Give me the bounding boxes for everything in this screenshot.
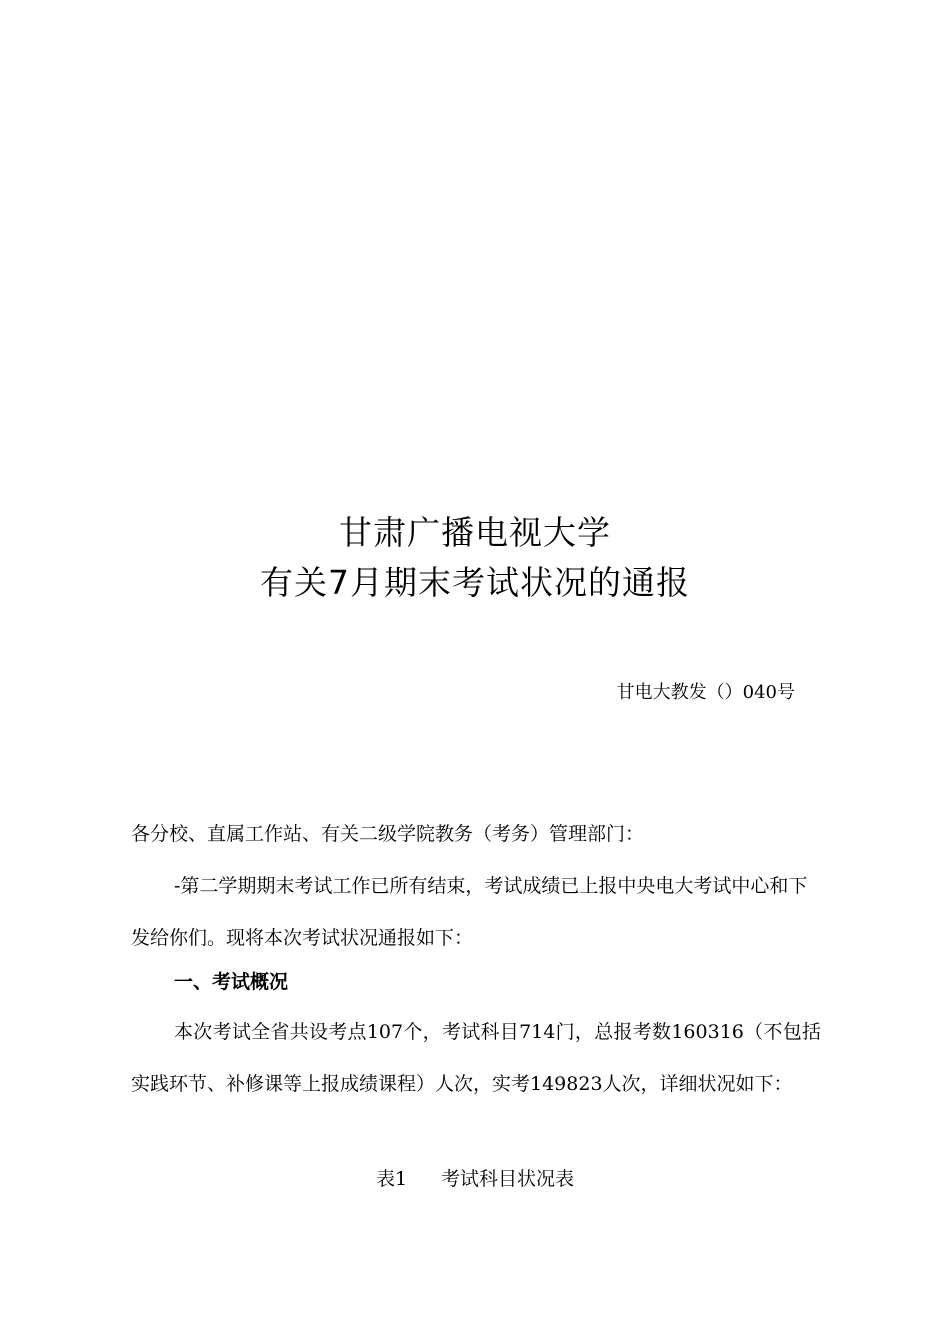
section-heading-overview: 一、考试概况 — [174, 971, 289, 993]
document-title-line2: 有关7月期末考试状况的通报 — [260, 563, 690, 602]
document-number: 甘电大教发（）040号 — [616, 682, 795, 703]
paragraph-intro: -第二学期期末考试工作已所有结束，考试成绩已上报中央电大考试中心和下发给你们。现将本次考试状况通报如下： — [131, 875, 808, 949]
salutation: 各分校、直属工作站、有关二级学院教务（考务）管理部门： — [131, 823, 645, 845]
document-title-line1: 甘肃广播电视大学 — [339, 513, 611, 552]
table-caption-title: 考试科目状况表 — [441, 1168, 575, 1190]
paragraph-overview: 本次考试全省共设考点107个，考试科目714门，总报考数160316（不包括实践环节、补修课等上报成绩课程）人次，实考149823人次，详细状况如下： — [131, 1021, 821, 1095]
table-caption — [0, 1163, 950, 1195]
table-caption-label: 表1 — [375, 1168, 408, 1190]
